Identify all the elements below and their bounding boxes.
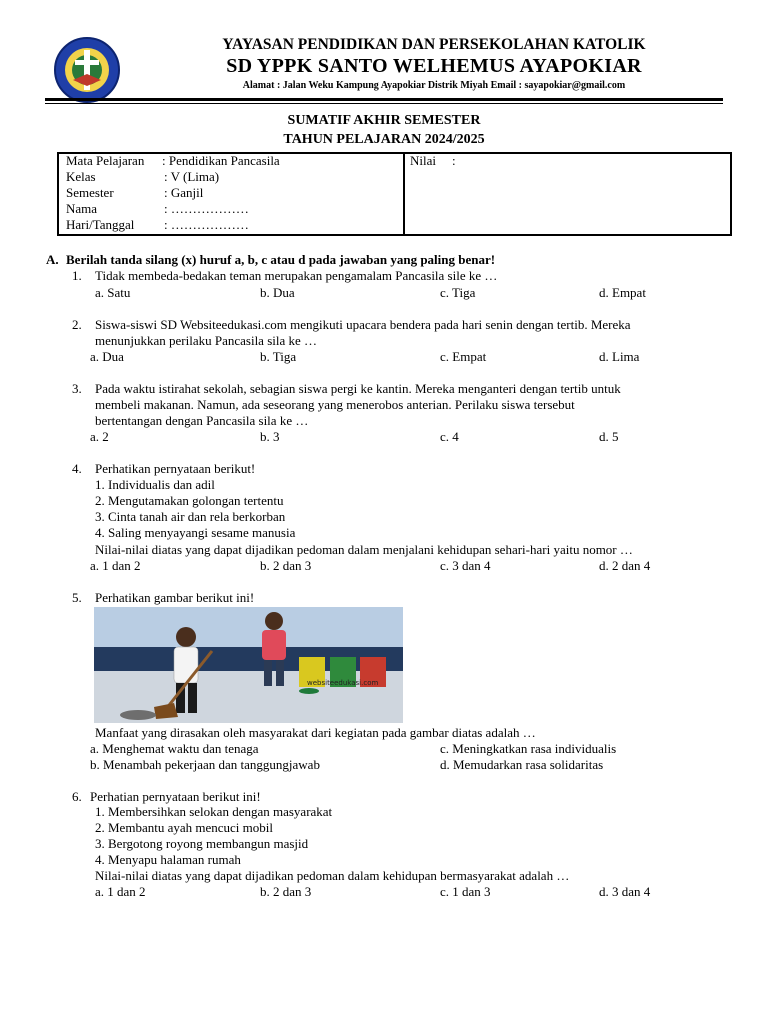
q6-option-d[interactable]: d. 3 dan 4 <box>599 884 651 899</box>
q4-option-a[interactable]: a. 1 dan 2 <box>90 558 141 573</box>
school-name: SD YPPK SANTO WELHEMUS AYAPOKIAR <box>226 55 642 77</box>
cleaning-illustration <box>94 607 403 723</box>
question-5-prompt: Manfaat yang dirasakan oleh masyarakat dari kegiatan pada gambar diatas adalah … <box>95 725 536 740</box>
question-5-number: 5. <box>72 590 82 605</box>
q1-option-a[interactable]: a. Satu <box>95 285 131 300</box>
q6-option-b[interactable]: b. 2 dan 3 <box>260 884 312 899</box>
q2-option-b[interactable]: b. Tiga <box>260 349 297 364</box>
q6-statement-2: 2. Membantu ayah mencuci mobil <box>95 820 273 835</box>
question-3-number: 3. <box>72 381 82 396</box>
q4-option-d[interactable]: d. 2 dan 4 <box>599 558 651 573</box>
q5-option-c[interactable]: c. Meningkatkan rasa individualis <box>440 741 617 756</box>
question-1-number: 1. <box>72 268 82 283</box>
q2-option-a[interactable]: a. Dua <box>90 349 124 364</box>
q1-option-d[interactable]: d. Empat <box>599 285 646 300</box>
question-1-text: Tidak membeda-bedakan teman merupakan pengamalam Pancasila sile ke … <box>95 268 498 283</box>
question-4-text: Perhatikan pernyataan berikut! <box>95 461 256 476</box>
q5-option-b[interactable]: b. Menambah pekerjaan dan tanggungjawab <box>90 757 320 772</box>
question-3-text-line1: Pada waktu istirahat sekolah, sebagian siswa pergi ke kantin. Mereka menganteri dengan tertib untuk <box>95 381 621 396</box>
q2-option-c[interactable]: c. Empat <box>440 349 487 364</box>
q1-option-c[interactable]: c. Tiga <box>440 285 476 300</box>
question-6-prompt: Nilai-nilai diatas yang dapat dijadikan pedoman dalam kehidupan bermasyarakat adalah … <box>95 868 570 883</box>
q3-option-b[interactable]: b. 3 <box>260 429 280 444</box>
q4-statement-4: 4. Saling menyayangi sesame manusia <box>95 525 296 540</box>
question-4-prompt: Nilai-nilai diatas yang dapat dijadikan pedoman dalam menjalani kehidupan sehari-hari yaitu nomor … <box>95 542 633 557</box>
info-value-semester: : Ganjil <box>164 185 204 200</box>
info-label-subject: Mata Pelajaran <box>66 153 145 168</box>
q6-statement-4: 4. Menyapu halaman rumah <box>95 852 241 867</box>
question-6-text: Perhatian pernyataan berikut ini! <box>90 789 261 804</box>
question-6-number: 6. <box>72 789 82 804</box>
info-label-name: Nama <box>66 201 98 216</box>
info-label-class: Kelas <box>66 169 96 184</box>
info-box-divider <box>403 152 405 236</box>
q5-option-a[interactable]: a. Menghemat waktu dan tenaga <box>90 741 259 756</box>
q3-option-d[interactable]: d. 5 <box>599 429 619 444</box>
image-watermark: websiteedukasi.com <box>307 679 379 687</box>
header-rule-thick <box>45 98 723 101</box>
info-value-date[interactable]: : ……………… <box>164 217 249 232</box>
q4-option-c[interactable]: c. 3 dan 4 <box>440 558 491 573</box>
q6-statement-1: 1. Membersihkan selokan dengan masyarakat <box>95 804 333 819</box>
question-3-text-line2: membeli makanan. Namun, ada seseorang yang menerobos anterian. Perilaku siswa tersebut <box>95 397 575 412</box>
academic-year: TAHUN PELAJARAN 2024/2025 <box>283 132 485 147</box>
q2-option-d[interactable]: d. Lima <box>599 349 640 364</box>
q6-option-c[interactable]: c. 1 dan 3 <box>440 884 491 899</box>
score-separator: : <box>452 153 456 168</box>
school-address: Alamat : Jalan Weku Kampung Ayapokiar Distrik Miyah Email : sayapokiar@gmail.com <box>242 80 626 91</box>
q6-option-a[interactable]: a. 1 dan 2 <box>95 884 146 899</box>
score-label: Nilai <box>410 153 436 168</box>
info-value-name[interactable]: : ……………… <box>164 201 249 216</box>
q4-statement-2: 2. Mengutamakan golongan tertentu <box>95 493 284 508</box>
q6-statement-3: 3. Bergotong royong membangun masjid <box>95 836 309 851</box>
question-3-text-line3: bertentangan dengan Pancasila sila ke … <box>95 413 309 428</box>
q1-option-b[interactable]: b. Dua <box>260 285 295 300</box>
header-rule-thin <box>45 103 723 104</box>
section-a-marker: A. <box>46 252 59 267</box>
question-4-number: 4. <box>72 461 82 476</box>
question-5-text: Perhatikan gambar berikut ini! <box>95 590 255 605</box>
question-2-text-line1: Siswa-siswi SD Websiteedukasi.com mengikuti upacara bendera pada hari senin dengan tertib. Mereka <box>95 317 631 332</box>
q4-statement-1: 1. Individualis dan adil <box>95 477 215 492</box>
section-a-instruction: Berilah tanda silang (x) huruf a, b, c atau d pada jawaban yang paling benar! <box>66 252 496 267</box>
question-2-number: 2. <box>72 317 82 332</box>
exam-title: SUMATIF AKHIR SEMESTER <box>287 113 481 128</box>
q5-option-d[interactable]: d. Memudarkan rasa solidaritas <box>440 757 604 772</box>
student-info-box <box>57 152 732 236</box>
info-value-subject: : Pendidikan Pancasila <box>162 153 280 168</box>
foundation-name: YAYASAN PENDIDIKAN DAN PERSEKOLAHAN KATOLIK <box>222 36 646 53</box>
question-2-text-line2: menunjukkan perilaku Pancasila sila ke … <box>95 333 318 348</box>
q3-option-a[interactable]: a. 2 <box>90 429 109 444</box>
info-label-date: Hari/Tanggal <box>66 217 135 232</box>
q4-statement-3: 3. Cinta tanah air dan rela berkorban <box>95 509 286 524</box>
q3-option-c[interactable]: c. 4 <box>440 429 459 444</box>
q4-option-b[interactable]: b. 2 dan 3 <box>260 558 312 573</box>
info-value-class: : V (Lima) <box>164 169 220 184</box>
info-label-semester: Semester <box>66 185 114 200</box>
